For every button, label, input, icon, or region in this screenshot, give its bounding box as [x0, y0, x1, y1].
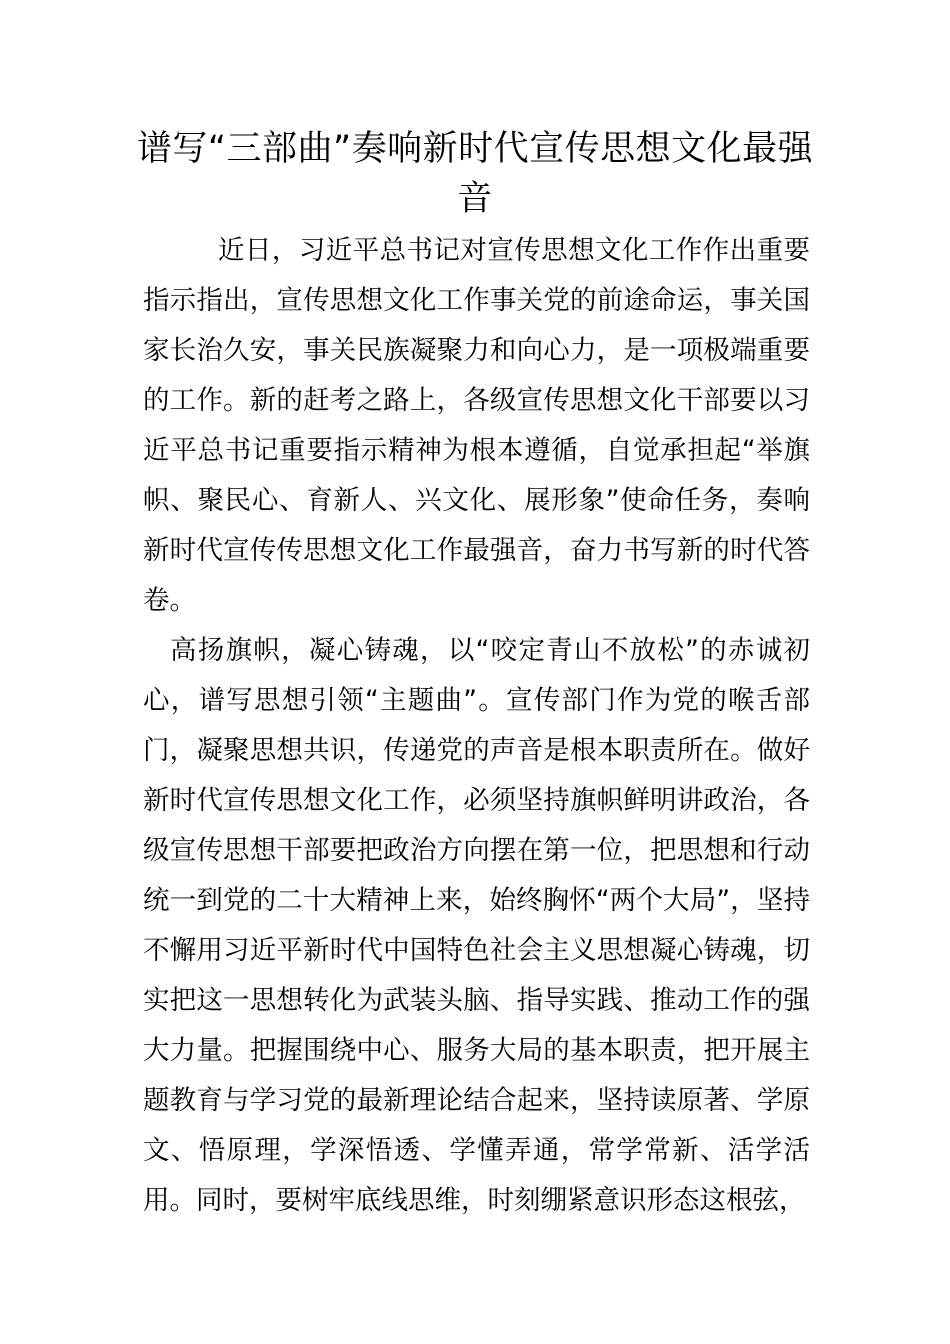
- document-title: 谱写“三部曲”奏响新时代宣传思想文化最强音: [136, 129, 814, 219]
- paragraph-intro: 近日，习近平总书记对宣传思想文化工作作出重要指示指出，宣传思想文化工作事关党的前途命运，事关国家长治久安，事关民族凝聚力和向心力，是一项极端重要的工作。新的赶考之路上，各级宣传思想文化干部要以习近平总书记重要指示精神为根本遵循，自觉承担起“举旗帜、聚民心、育新人、兴文化、展形象”使命任务，奏响新时代宣传传思想文化工作最强音，奋力书写新的时代答卷。: [143, 235, 810, 616]
- document-body: [143, 226, 810, 1226]
- paragraph-theme-song: 高扬旗帜，凝心铸魂，以“咬定青山不放松”的赤诚初心，谱写思想引领“主题曲”。宣传部门作为党的喉舌部门，凝聚思想共识，传递党的声音是根本职责所在。做好新时代宣传思想文化工作，必须坚持旗帜鲜明讲政治，各级宣传思想干部要把政治方向摆在第一位，把思想和行动统一到党的二十大精神上来，始终胸怀“两个大局”，坚持不懈用习近平新时代中国特色社会主义思想凝心铸魂，切实把这一思想转化为武装头脑、指导实践、推动工作的强大力量。把握围绕中心、服务大局的基本职责，把开展主题教育与学习党的最新理论结合起来，坚持读原著、学原文、悟原理，学深悟透、学懂弄通，常学常新、活学活用。同时，要树牢底线思维，时刻绷紧意识形态这根弦，: [143, 635, 810, 1216]
